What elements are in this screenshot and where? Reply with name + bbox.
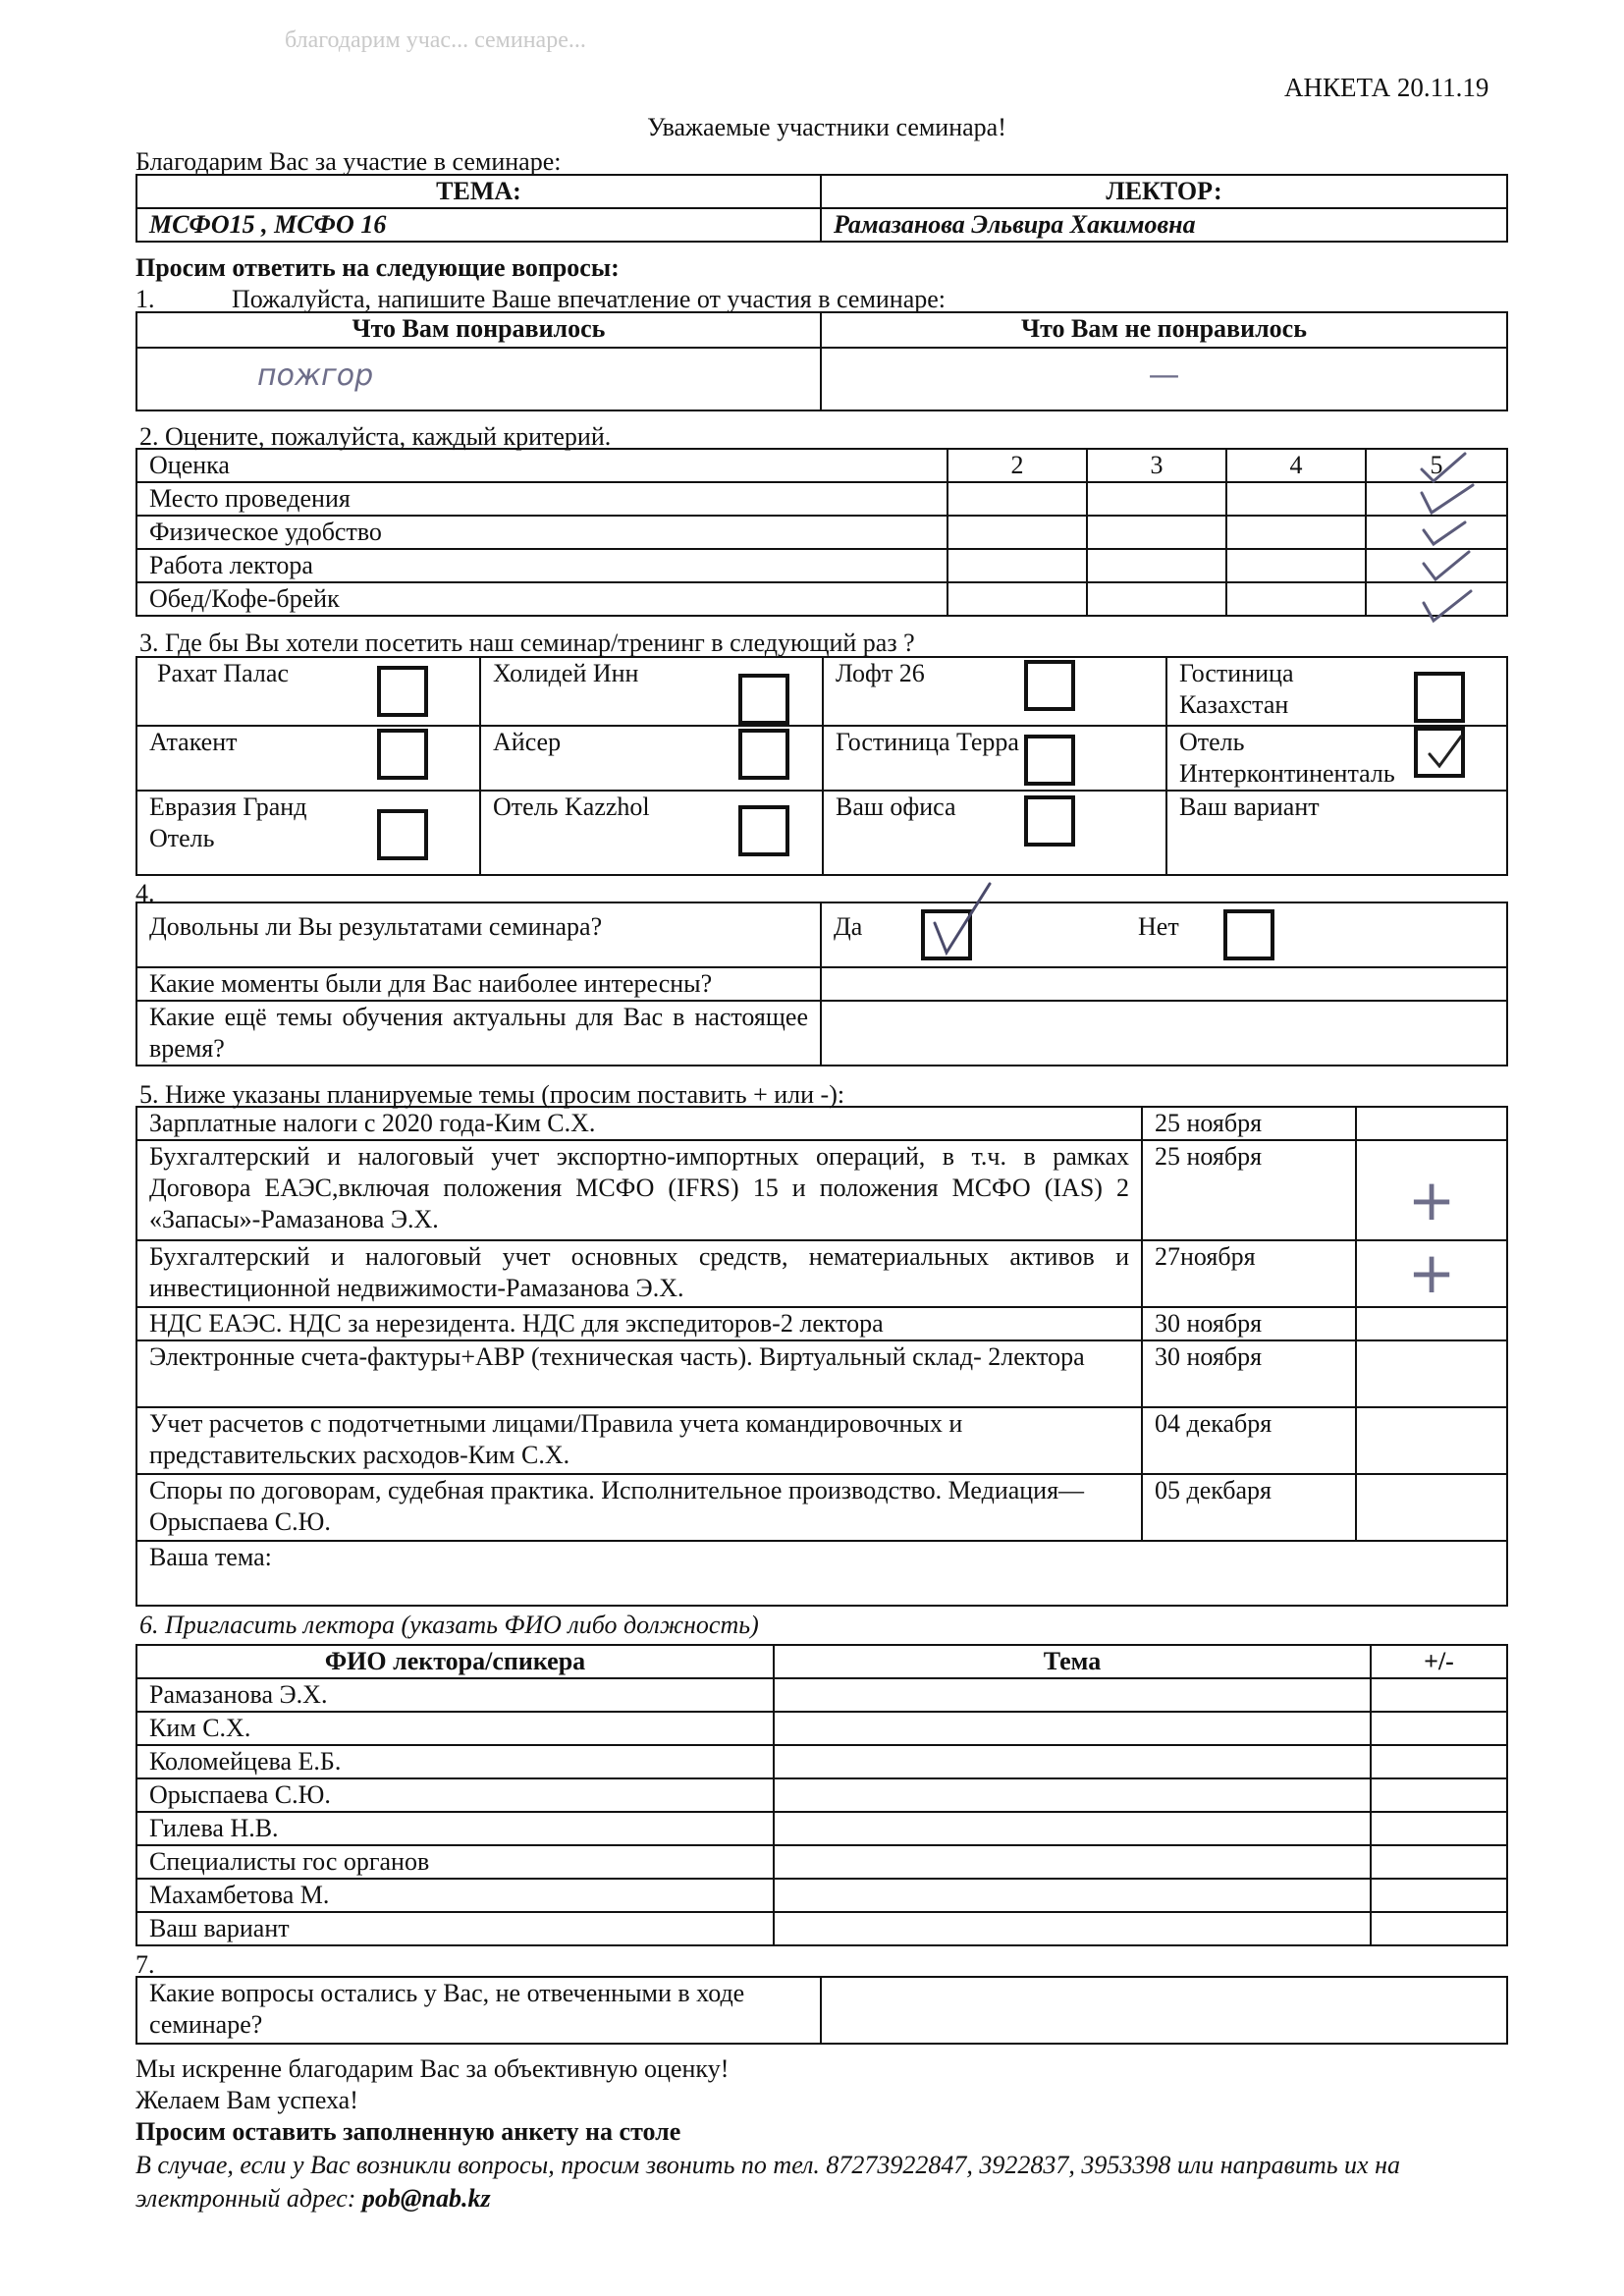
lector-name: Коломейцева Е.Б. bbox=[136, 1745, 774, 1778]
venue-label: Рахат Палас bbox=[157, 659, 289, 687]
lector-name: Специалисты гос органов bbox=[136, 1845, 774, 1879]
venue-label: Айсер bbox=[493, 728, 562, 756]
lector-value: Рамазанова Эльвира Хакимовна bbox=[821, 208, 1507, 242]
open-questions-label: Какие вопросы остались у Вас, не отвеченными в ходе семинаре? bbox=[136, 1977, 821, 2044]
lector-name: Орыспаева С.Ю. bbox=[136, 1778, 774, 1812]
lector-topic[interactable] bbox=[774, 1678, 1371, 1712]
q1-text: Пожалуйста, напишите Ваше впечатление от участия в семинаре: bbox=[232, 285, 947, 313]
topic-table bbox=[135, 174, 1508, 243]
satisfied-question: Довольны ли Вы результатами семинара? bbox=[136, 902, 821, 967]
yes-label: Да bbox=[834, 912, 863, 941]
venue-cell[interactable] bbox=[136, 657, 480, 726]
lector-topic[interactable] bbox=[774, 1778, 1371, 1812]
rating-cell[interactable] bbox=[947, 516, 1087, 549]
form-code: АНКЕТА 20.11.19 bbox=[1284, 73, 1489, 102]
planned-mark[interactable] bbox=[1356, 1107, 1507, 1140]
venue-label: Отель Kazzhol bbox=[493, 793, 650, 821]
topics-question: Какие ещё темы обучения актуальны для Вас в настоящее время? bbox=[136, 1001, 821, 1066]
planned-topic: НДС ЕАЭС. НДС за нерезидента. НДС для экспедиторов-2 лектора bbox=[136, 1307, 1142, 1340]
planned-topic: Бухгалтерский и налоговый учет экспортно-импортных операций, в т.ч. в рамках Договора ЕАЭС,включая положения МСФО (IFRS) 15 и положения МСФО (IAS) 2 «Запасы»-Рамазанова Э.Х. bbox=[136, 1140, 1142, 1240]
planned-mark[interactable] bbox=[1356, 1307, 1507, 1340]
q2-title: 2. Оцените, пожалуйста, каждый критерий. bbox=[139, 422, 612, 451]
venue-label: Гостиница Казахстан bbox=[1179, 659, 1294, 719]
rating-cell[interactable] bbox=[1226, 516, 1366, 549]
venue-checkbox[interactable] bbox=[738, 729, 789, 780]
venue-label: Холидей Инн bbox=[493, 659, 639, 687]
footer-leave: Просим оставить заполненную анкету на столе bbox=[135, 2117, 681, 2146]
planned-topics-table bbox=[135, 1106, 1508, 1607]
planned-date: 25 ноября bbox=[1142, 1140, 1356, 1240]
footer-wish: Желаем Вам успеха! bbox=[135, 2086, 358, 2114]
venue-checkbox[interactable] bbox=[1024, 735, 1075, 786]
venue-checkbox[interactable] bbox=[1024, 795, 1075, 847]
lector-mark[interactable] bbox=[1371, 1879, 1507, 1912]
venue-table bbox=[135, 656, 1508, 876]
rating-cell[interactable] bbox=[1226, 549, 1366, 582]
q3-title: 3. Где бы Вы хотели посетить наш семинар/тренинг в следующий раз ? bbox=[139, 629, 915, 657]
rating-header-4: 4 bbox=[1226, 449, 1366, 482]
disliked-header: Что Вам не понравилось bbox=[821, 312, 1507, 348]
disliked-cell[interactable] bbox=[821, 348, 1507, 410]
lector-topic[interactable] bbox=[774, 1912, 1371, 1945]
q4-number: 4. bbox=[135, 879, 155, 907]
lector-name: Махамбетова М. bbox=[136, 1879, 774, 1912]
rating-cell[interactable] bbox=[1087, 516, 1226, 549]
topic-header: ТЕМА: bbox=[136, 175, 821, 208]
footer-email-link[interactable]: pob@nab.kz bbox=[361, 2184, 491, 2213]
rating-header-label: Оценка bbox=[136, 449, 947, 482]
rating-cell[interactable] bbox=[1087, 582, 1226, 616]
planned-topic: Зарплатные налоги с 2020 года-Ким С.Х. bbox=[136, 1107, 1142, 1140]
no-label: Нет bbox=[1138, 912, 1179, 941]
rating-cell[interactable] bbox=[1226, 482, 1366, 516]
checkmark-icon bbox=[929, 884, 998, 962]
rating-cell[interactable] bbox=[947, 582, 1087, 616]
planned-date: 04 декабря bbox=[1142, 1407, 1356, 1474]
impression-table bbox=[135, 311, 1508, 411]
rating-header-2: 2 bbox=[947, 449, 1087, 482]
planned-mark[interactable] bbox=[1356, 1407, 1507, 1474]
venue-cell[interactable] bbox=[823, 791, 1166, 875]
liked-header: Что Вам понравилось bbox=[136, 312, 821, 348]
lector-topic[interactable] bbox=[774, 1712, 1371, 1745]
greeting: Уважаемые участники семинара! bbox=[647, 113, 1006, 141]
planned-date: 05 декбаря bbox=[1142, 1474, 1356, 1541]
venue-label: Евразия Гранд Отель bbox=[149, 793, 307, 852]
venue-label: Атакент bbox=[149, 728, 238, 756]
venue-label: Ваш офиса bbox=[836, 793, 956, 821]
lector-name: Рамазанова Э.Х. bbox=[136, 1678, 774, 1712]
venue-label: Гостиница Терра bbox=[836, 728, 1019, 756]
venue-cell[interactable] bbox=[136, 791, 480, 875]
lector-topic[interactable] bbox=[774, 1745, 1371, 1778]
no-checkbox[interactable] bbox=[1223, 909, 1274, 960]
rating-cell[interactable] bbox=[947, 482, 1087, 516]
planned-mark[interactable]: + bbox=[1356, 1140, 1507, 1240]
rating-row-label: Обед/Кофе-брейк bbox=[136, 582, 947, 616]
venue-cell[interactable] bbox=[823, 657, 1166, 726]
topic-value: МСФО15 , МСФО 16 bbox=[136, 208, 821, 242]
planned-topic: Споры по договорам, судебная практика. Исполнительное производство. Медиация—Орыспаева С.Ю. bbox=[136, 1474, 1142, 1541]
satisfaction-table bbox=[135, 902, 1508, 1066]
lector-topic[interactable] bbox=[774, 1879, 1371, 1912]
planned-topic: Электронные счета-фактуры+АВР (техническая часть). Виртуальный склад- 2лектора bbox=[136, 1340, 1142, 1407]
lector-topic-header: Тема bbox=[774, 1645, 1371, 1678]
interesting-answer[interactable] bbox=[821, 967, 1507, 1001]
venue-checkbox[interactable] bbox=[377, 666, 428, 717]
rating-row-label: Место проведения bbox=[136, 482, 947, 516]
planned-mark[interactable] bbox=[1356, 1340, 1507, 1407]
rating-header-3: 3 bbox=[1087, 449, 1226, 482]
checkmark-icon bbox=[1426, 733, 1465, 772]
venue-checkbox[interactable] bbox=[377, 809, 428, 860]
planned-date: 30 ноября bbox=[1142, 1340, 1356, 1407]
interesting-question: Какие моменты были для Вас наиболее интересны? bbox=[136, 967, 821, 1001]
venue-cell[interactable] bbox=[823, 726, 1166, 791]
rating-cell[interactable] bbox=[947, 549, 1087, 582]
q5-title: 5. Ниже указаны планируемые темы (просим поставить + или -): bbox=[139, 1080, 845, 1109]
liked-answer: пожгор bbox=[257, 358, 374, 393]
lector-mark[interactable] bbox=[1371, 1678, 1507, 1712]
rating-row-label: Физическое удобство bbox=[136, 516, 947, 549]
venue-label: Ваш вариант bbox=[1179, 793, 1320, 821]
rating-cell[interactable] bbox=[1087, 549, 1226, 582]
lector-name: Ким С.Х. bbox=[136, 1712, 774, 1745]
thanks-line: Благодарим Вас за участие в семинаре: bbox=[135, 147, 562, 176]
ask-heading: Просим ответить на следующие вопросы: bbox=[135, 253, 620, 282]
lector-mark[interactable] bbox=[1371, 1745, 1507, 1778]
faint-top-text: благодарим учас... семинаре... bbox=[285, 27, 586, 53]
open-questions-table bbox=[135, 1976, 1508, 2045]
venue-label: Лофт 26 bbox=[836, 659, 925, 687]
lector-mark[interactable] bbox=[1371, 1712, 1507, 1745]
lector-topic[interactable] bbox=[774, 1845, 1371, 1879]
venue-checkbox[interactable] bbox=[1024, 660, 1075, 711]
lector-mark[interactable] bbox=[1371, 1778, 1507, 1812]
q6-title: 6. Пригласить лектора (указать ФИО либо должность) bbox=[139, 1611, 759, 1639]
open-questions-answer[interactable] bbox=[821, 1977, 1507, 2044]
rating-table bbox=[135, 448, 1508, 617]
venue-cell[interactable] bbox=[1166, 791, 1507, 875]
lector-name: Ваш вариант bbox=[136, 1912, 774, 1945]
venue-checkbox[interactable] bbox=[377, 729, 428, 780]
planned-mark[interactable]: + bbox=[1356, 1240, 1507, 1307]
lector-topic[interactable] bbox=[774, 1812, 1371, 1845]
rating-cell[interactable] bbox=[1226, 582, 1366, 616]
lector-name: Гилева Н.В. bbox=[136, 1812, 774, 1845]
planned-date: 25 ноября bbox=[1142, 1107, 1356, 1140]
footer-contact bbox=[135, 2149, 1510, 2215]
venue-checkbox[interactable] bbox=[738, 805, 789, 856]
q1-number: 1. bbox=[135, 285, 155, 313]
venue-cell[interactable] bbox=[136, 726, 480, 791]
venue-label: Отель Интерконтиненталь bbox=[1179, 728, 1395, 788]
planned-mark[interactable] bbox=[1356, 1474, 1507, 1541]
lector-mark-header: +/- bbox=[1371, 1645, 1507, 1678]
lector-mark[interactable] bbox=[1371, 1845, 1507, 1879]
q7-number: 7. bbox=[135, 1950, 155, 1979]
checkmark-icon bbox=[1414, 454, 1502, 630]
lector-header: ЛЕКТОР: bbox=[821, 175, 1507, 208]
planned-topic: Бухгалтерский и налоговый учет основных средств, нематериальных активов и инвестиционной недвижимости-Рамазанова Э.Х. bbox=[136, 1240, 1142, 1307]
footer-contact-text: В случае, если у Вас возникли вопросы, просим звонить по тел. 87273922847, 3922837, 3953398 или направить их на электронный адрес: bbox=[135, 2151, 1400, 2213]
lector-name-header: ФИО лектора/спикера bbox=[136, 1645, 774, 1678]
topics-answer[interactable] bbox=[821, 1001, 1507, 1066]
venue-checkbox[interactable] bbox=[738, 674, 789, 725]
planned-date: 30 ноября bbox=[1142, 1307, 1356, 1340]
lector-invite-table bbox=[135, 1644, 1508, 1946]
venue-checkbox[interactable] bbox=[1414, 672, 1465, 723]
footer-thanks: Мы искренне благодарим Вас за объективную оценку! bbox=[135, 2054, 730, 2083]
planned-topic: Учет расчетов с подотчетными лицами/Правила учета командировочных и представительских расходов-Ким С.Х. bbox=[136, 1407, 1142, 1474]
your-topic-label: Ваша тема: bbox=[149, 1543, 272, 1571]
lector-mark[interactable] bbox=[1371, 1812, 1507, 1845]
rating-header-5: 5 bbox=[1366, 449, 1507, 482]
liked-cell[interactable] bbox=[136, 348, 821, 410]
your-topic-cell[interactable] bbox=[136, 1541, 1507, 1606]
planned-date: 27ноября bbox=[1142, 1240, 1356, 1307]
disliked-answer: — bbox=[1148, 355, 1180, 393]
rating-cell[interactable] bbox=[1087, 482, 1226, 516]
rating-row-label: Работа лектора bbox=[136, 549, 947, 582]
lector-mark[interactable] bbox=[1371, 1912, 1507, 1945]
